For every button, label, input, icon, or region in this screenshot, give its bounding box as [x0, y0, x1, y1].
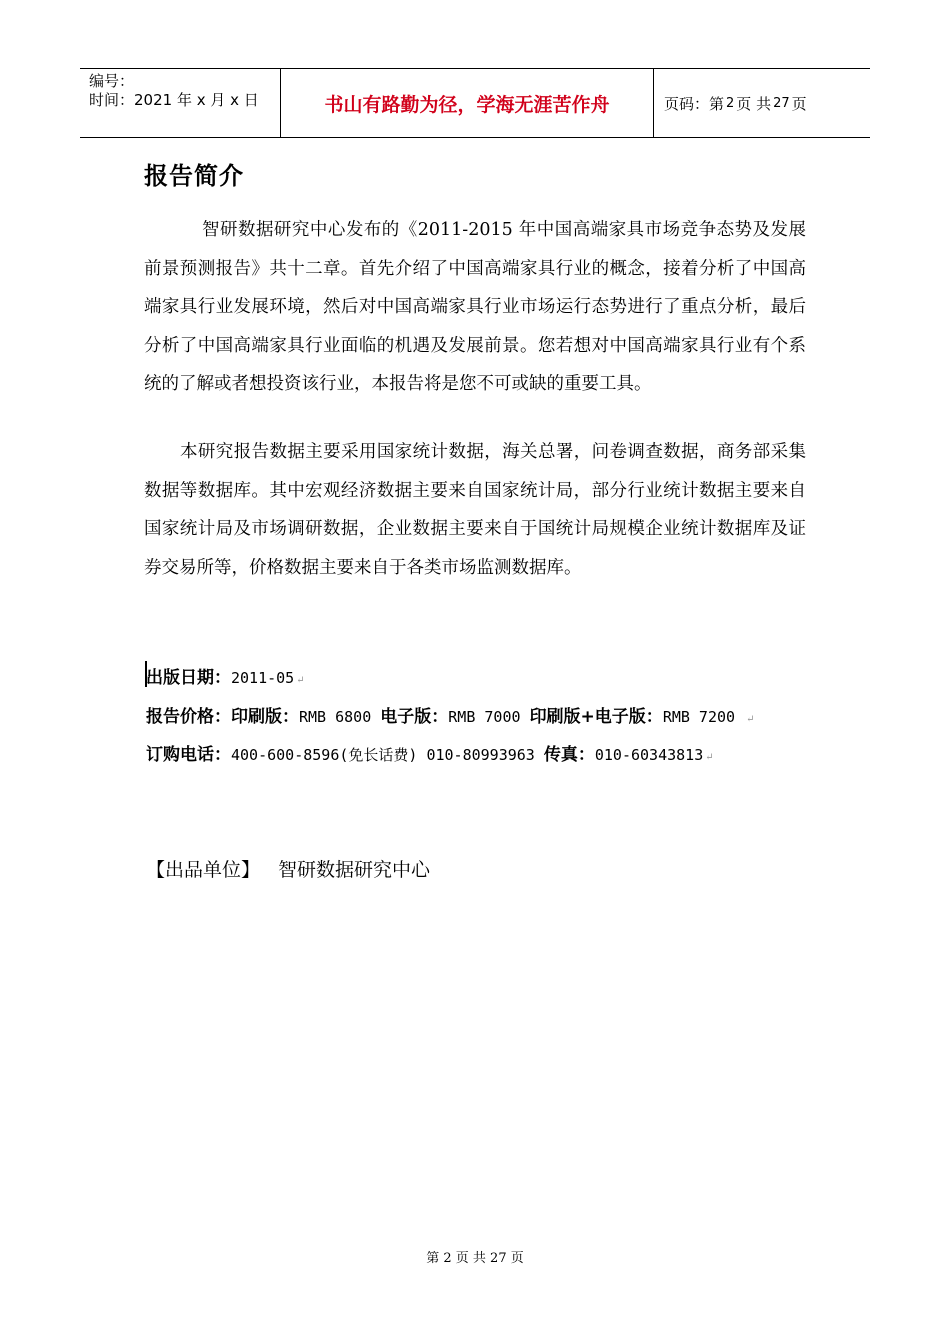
price-label: 报告价格：: [146, 707, 231, 727]
fax-value: 010-60343813: [594, 746, 704, 764]
section-title: 报告简介: [144, 162, 244, 190]
page-current: 2: [726, 95, 735, 111]
price-line: [146, 702, 754, 727]
producer-value: 智研数据研究中心: [278, 859, 431, 881]
publish-date-value: 2011-05: [231, 669, 295, 687]
header-page-number: [654, 69, 870, 137]
phone-label: 订购电话：: [146, 745, 231, 765]
page-suffix: 页: [791, 94, 807, 113]
phone-value: 400-600-8596: [231, 746, 340, 764]
phone-value-2: 010-80993963: [417, 746, 544, 764]
phone-note: (免长话费): [339, 746, 418, 764]
time-label: 时间：2021 年 x 月 x 日: [89, 91, 259, 109]
both-price: RMB 7200: [662, 708, 745, 726]
header-meta: [80, 69, 281, 137]
intro-paragraph: 智研数据研究中心发布的《2011-2015 年中国高端家具市场竞争态势及发展前景预测报告》共十二章。首先介绍了中国高端家具行业的概念，接着分析了中国高端家具行业发展环境，然后对中国高端家具行业市场运行态势进行了重点分析，最后分析了中国高端家具行业面临的机遇及发展前景。您若想对中国高端家具行业有个系统的了解或者想投资该行业，本报告将是您不可或缺的重要工具。: [144, 220, 806, 394]
fax-label: 传真：: [543, 745, 595, 765]
producer-line: [146, 855, 430, 882]
publish-date-line: [146, 663, 305, 688]
page-prefix: 页码：第: [664, 94, 725, 113]
page-header: [80, 68, 870, 138]
data-source-paragraph: 本研究报告数据主要采用国家统计数据，海关总署，问卷调查数据，商务部采集数据等数据库。其中宏观经济数据主要来自国家统计局，部分行业统计数据主要来自国家统计局及市场调研数据，企业数据主要来自于国统计局规模企业统计数据库及证券交易所等，价格数据主要来自于各类市场监测数据库。: [144, 442, 806, 578]
print-label: 印刷版：: [231, 707, 299, 727]
phone-line: [146, 740, 714, 765]
paragraph-mark-icon: ↵: [705, 752, 714, 763]
page-footer: 第 2 页 共 27 页: [426, 1251, 524, 1266]
e-label: 电子版：: [380, 707, 449, 727]
header-motto: 书山有路勤为径，学海无涯苦作舟: [281, 69, 654, 137]
publish-date-label: 出版日期：: [146, 668, 231, 688]
producer-label: 【出品单位】: [146, 859, 261, 881]
paragraph-mark-icon: ↵: [296, 675, 305, 686]
serial-label: 编号：: [89, 72, 135, 90]
e-price: RMB 7000: [448, 708, 530, 726]
paragraph-mark-icon: ↵: [746, 714, 755, 725]
print-price: RMB 6800: [299, 708, 381, 726]
both-label: 印刷版+电子版：: [529, 707, 663, 727]
page-total: 27: [773, 95, 790, 111]
page-mid: 页 共: [736, 94, 772, 113]
